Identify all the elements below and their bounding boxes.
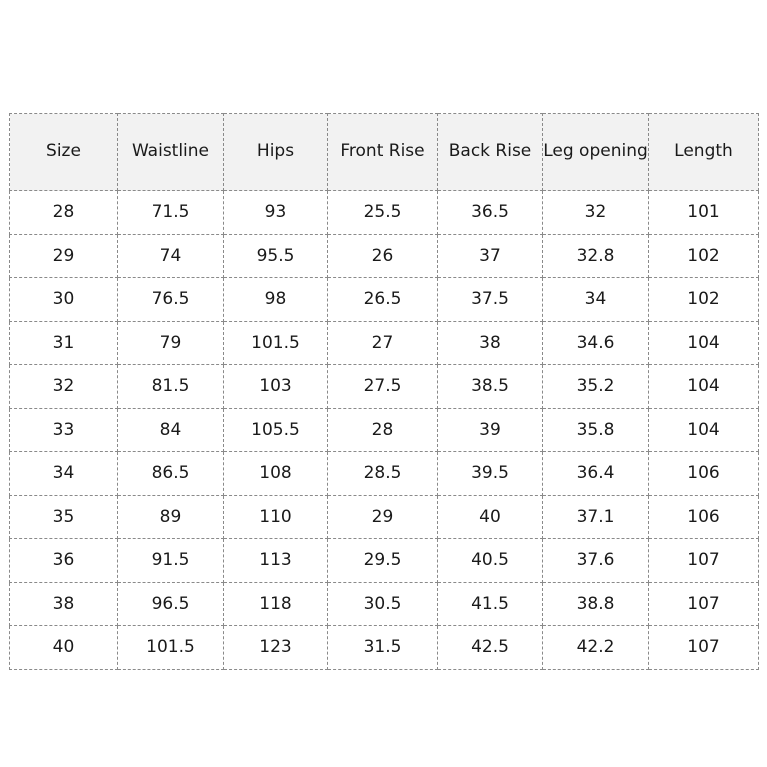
cell-size <box>10 321 118 365</box>
table-row <box>10 452 759 496</box>
column-header-length <box>649 114 759 191</box>
table-header <box>10 114 759 191</box>
cell-front-rise <box>328 365 438 409</box>
column-header-label: Hips <box>256 141 295 162</box>
cell-value: 26.5 <box>363 289 402 310</box>
cell-value: 30.5 <box>363 593 402 614</box>
cell-back-rise <box>438 582 543 626</box>
cell-hips <box>224 408 328 452</box>
cell-value: 33 <box>52 419 75 440</box>
cell-value: 104 <box>687 419 720 440</box>
table-header-row <box>10 114 759 191</box>
cell-value: 38 <box>479 332 501 353</box>
cell-value: 25.5 <box>363 202 402 223</box>
cell-front-rise <box>328 278 438 322</box>
cell-waistline <box>118 321 224 365</box>
cell-size <box>10 278 118 322</box>
cell-back-rise <box>438 452 543 496</box>
cell-value: 101 <box>687 202 720 223</box>
cell-length <box>649 626 759 670</box>
column-header-label: Leg opening <box>543 141 648 162</box>
cell-value: 40.5 <box>471 550 509 571</box>
cell-length <box>649 582 759 626</box>
cell-front-rise <box>328 408 438 452</box>
column-header-label: Size <box>46 141 81 162</box>
table-row <box>10 539 759 583</box>
cell-value: 37 <box>479 245 501 266</box>
cell-leg-opening <box>543 495 649 539</box>
table-row <box>10 626 759 670</box>
cell-value: 101.5 <box>251 332 300 353</box>
cell-hips <box>224 278 328 322</box>
cell-value: 34 <box>584 289 607 310</box>
table-row <box>10 408 759 452</box>
cell-value: 110 <box>259 506 292 527</box>
cell-leg-opening <box>543 452 649 496</box>
cell-value: 29.5 <box>363 550 402 571</box>
cell-value: 91.5 <box>151 550 190 571</box>
cell-front-rise <box>328 321 438 365</box>
cell-front-rise <box>328 626 438 670</box>
cell-front-rise <box>328 495 438 539</box>
cell-value: 42.5 <box>471 637 509 658</box>
cell-size <box>10 539 118 583</box>
cell-hips <box>224 321 328 365</box>
cell-value: 104 <box>687 376 720 397</box>
cell-value: 37.1 <box>576 506 615 527</box>
cell-value: 76.5 <box>151 289 190 310</box>
cell-value: 107 <box>687 550 720 571</box>
column-header-leg-opening <box>543 114 649 191</box>
cell-size <box>10 626 118 670</box>
cell-value: 102 <box>687 245 720 266</box>
cell-hips <box>224 452 328 496</box>
column-header-back-rise <box>438 114 543 191</box>
size-chart-container <box>9 113 758 670</box>
cell-size <box>10 191 118 235</box>
cell-value: 104 <box>687 332 720 353</box>
cell-front-rise <box>328 452 438 496</box>
cell-value: 28.5 <box>363 463 402 484</box>
column-header-size <box>10 114 118 191</box>
table-row <box>10 495 759 539</box>
column-header-label: Length <box>674 141 733 162</box>
cell-value: 36 <box>52 550 75 571</box>
cell-leg-opening <box>543 321 649 365</box>
cell-leg-opening <box>543 191 649 235</box>
cell-value: 27.5 <box>363 376 402 397</box>
cell-value: 40 <box>52 637 75 658</box>
cell-value: 36.5 <box>471 202 509 223</box>
cell-value: 108 <box>259 463 292 484</box>
cell-leg-opening <box>543 234 649 278</box>
cell-value: 106 <box>687 506 720 527</box>
cell-length <box>649 365 759 409</box>
cell-value: 103 <box>259 376 292 397</box>
cell-back-rise <box>438 278 543 322</box>
cell-value: 29 <box>371 506 394 527</box>
cell-waistline <box>118 234 224 278</box>
cell-waistline <box>118 626 224 670</box>
cell-value: 29 <box>52 245 75 266</box>
cell-value: 26 <box>371 245 394 266</box>
cell-back-rise <box>438 626 543 670</box>
cell-waistline <box>118 495 224 539</box>
cell-size <box>10 452 118 496</box>
cell-length <box>649 234 759 278</box>
cell-value: 71.5 <box>151 202 190 223</box>
cell-front-rise <box>328 539 438 583</box>
cell-value: 79 <box>159 332 182 353</box>
table-row <box>10 278 759 322</box>
cell-value: 32 <box>52 376 75 397</box>
cell-value: 38.5 <box>471 376 509 397</box>
cell-hips <box>224 365 328 409</box>
cell-hips <box>224 582 328 626</box>
cell-leg-opening <box>543 365 649 409</box>
table-row <box>10 365 759 409</box>
cell-value: 98 <box>264 289 287 310</box>
cell-back-rise <box>438 495 543 539</box>
cell-value: 123 <box>259 637 292 658</box>
cell-value: 102 <box>687 289 720 310</box>
cell-size <box>10 582 118 626</box>
cell-back-rise <box>438 365 543 409</box>
cell-value: 107 <box>687 593 720 614</box>
cell-value: 28 <box>371 419 394 440</box>
cell-leg-opening <box>543 582 649 626</box>
cell-back-rise <box>438 191 543 235</box>
cell-value: 35.8 <box>576 419 615 440</box>
cell-waistline <box>118 539 224 583</box>
cell-size <box>10 234 118 278</box>
table-row <box>10 191 759 235</box>
column-header-front-rise <box>328 114 438 191</box>
cell-hips <box>224 191 328 235</box>
cell-length <box>649 495 759 539</box>
cell-value: 37.5 <box>471 289 509 310</box>
cell-value: 41.5 <box>471 593 509 614</box>
cell-value: 30 <box>52 289 75 310</box>
column-header-label: Waistline <box>131 141 210 162</box>
cell-waistline <box>118 582 224 626</box>
table-body <box>10 191 759 670</box>
cell-length <box>649 278 759 322</box>
cell-back-rise <box>438 408 543 452</box>
cell-back-rise <box>438 539 543 583</box>
cell-value: 28 <box>52 202 75 223</box>
cell-leg-opening <box>543 626 649 670</box>
cell-value: 38 <box>52 593 75 614</box>
cell-value: 38.8 <box>576 593 615 614</box>
cell-front-rise <box>328 191 438 235</box>
cell-length <box>649 191 759 235</box>
cell-back-rise <box>438 234 543 278</box>
table-row <box>10 321 759 365</box>
cell-value: 84 <box>159 419 182 440</box>
cell-leg-opening <box>543 278 649 322</box>
cell-value: 31 <box>52 332 75 353</box>
cell-value: 74 <box>159 245 182 266</box>
cell-length <box>649 539 759 583</box>
table-row <box>10 582 759 626</box>
cell-waistline <box>118 408 224 452</box>
cell-leg-opening <box>543 408 649 452</box>
cell-length <box>649 321 759 365</box>
cell-value: 35 <box>52 506 75 527</box>
cell-waistline <box>118 452 224 496</box>
cell-size <box>10 495 118 539</box>
table-row <box>10 234 759 278</box>
cell-waistline <box>118 278 224 322</box>
cell-leg-opening <box>543 539 649 583</box>
cell-value: 96.5 <box>151 593 190 614</box>
cell-hips <box>224 234 328 278</box>
cell-value: 105.5 <box>251 419 300 440</box>
cell-value: 86.5 <box>151 463 190 484</box>
cell-value: 107 <box>687 637 720 658</box>
column-header-hips <box>224 114 328 191</box>
cell-value: 40 <box>479 506 501 527</box>
column-header-label: Front Rise <box>340 141 425 162</box>
column-header-waistline <box>118 114 224 191</box>
cell-value: 39 <box>479 419 501 440</box>
cell-value: 34 <box>52 463 75 484</box>
cell-value: 106 <box>687 463 720 484</box>
cell-value: 81.5 <box>151 376 190 397</box>
cell-hips <box>224 495 328 539</box>
cell-front-rise <box>328 582 438 626</box>
cell-hips <box>224 626 328 670</box>
cell-value: 101.5 <box>146 637 195 658</box>
cell-value: 118 <box>259 593 292 614</box>
cell-size <box>10 408 118 452</box>
cell-value: 89 <box>159 506 182 527</box>
cell-waistline <box>118 191 224 235</box>
cell-front-rise <box>328 234 438 278</box>
cell-value: 36.4 <box>576 463 615 484</box>
cell-value: 37.6 <box>576 550 615 571</box>
cell-value: 39.5 <box>471 463 509 484</box>
cell-hips <box>224 539 328 583</box>
cell-length <box>649 452 759 496</box>
cell-value: 95.5 <box>256 245 295 266</box>
cell-waistline <box>118 365 224 409</box>
cell-length <box>649 408 759 452</box>
cell-value: 93 <box>264 202 287 223</box>
cell-value: 31.5 <box>363 637 402 658</box>
cell-value: 42.2 <box>576 637 615 658</box>
cell-value: 27 <box>371 332 394 353</box>
column-header-label: Back Rise <box>448 141 532 162</box>
size-chart-table <box>9 113 759 670</box>
cell-size <box>10 365 118 409</box>
cell-value: 113 <box>259 550 292 571</box>
cell-value: 35.2 <box>576 376 615 397</box>
cell-value: 32.8 <box>576 245 615 266</box>
cell-value: 34.6 <box>576 332 615 353</box>
cell-back-rise <box>438 321 543 365</box>
cell-value: 32 <box>584 202 607 223</box>
